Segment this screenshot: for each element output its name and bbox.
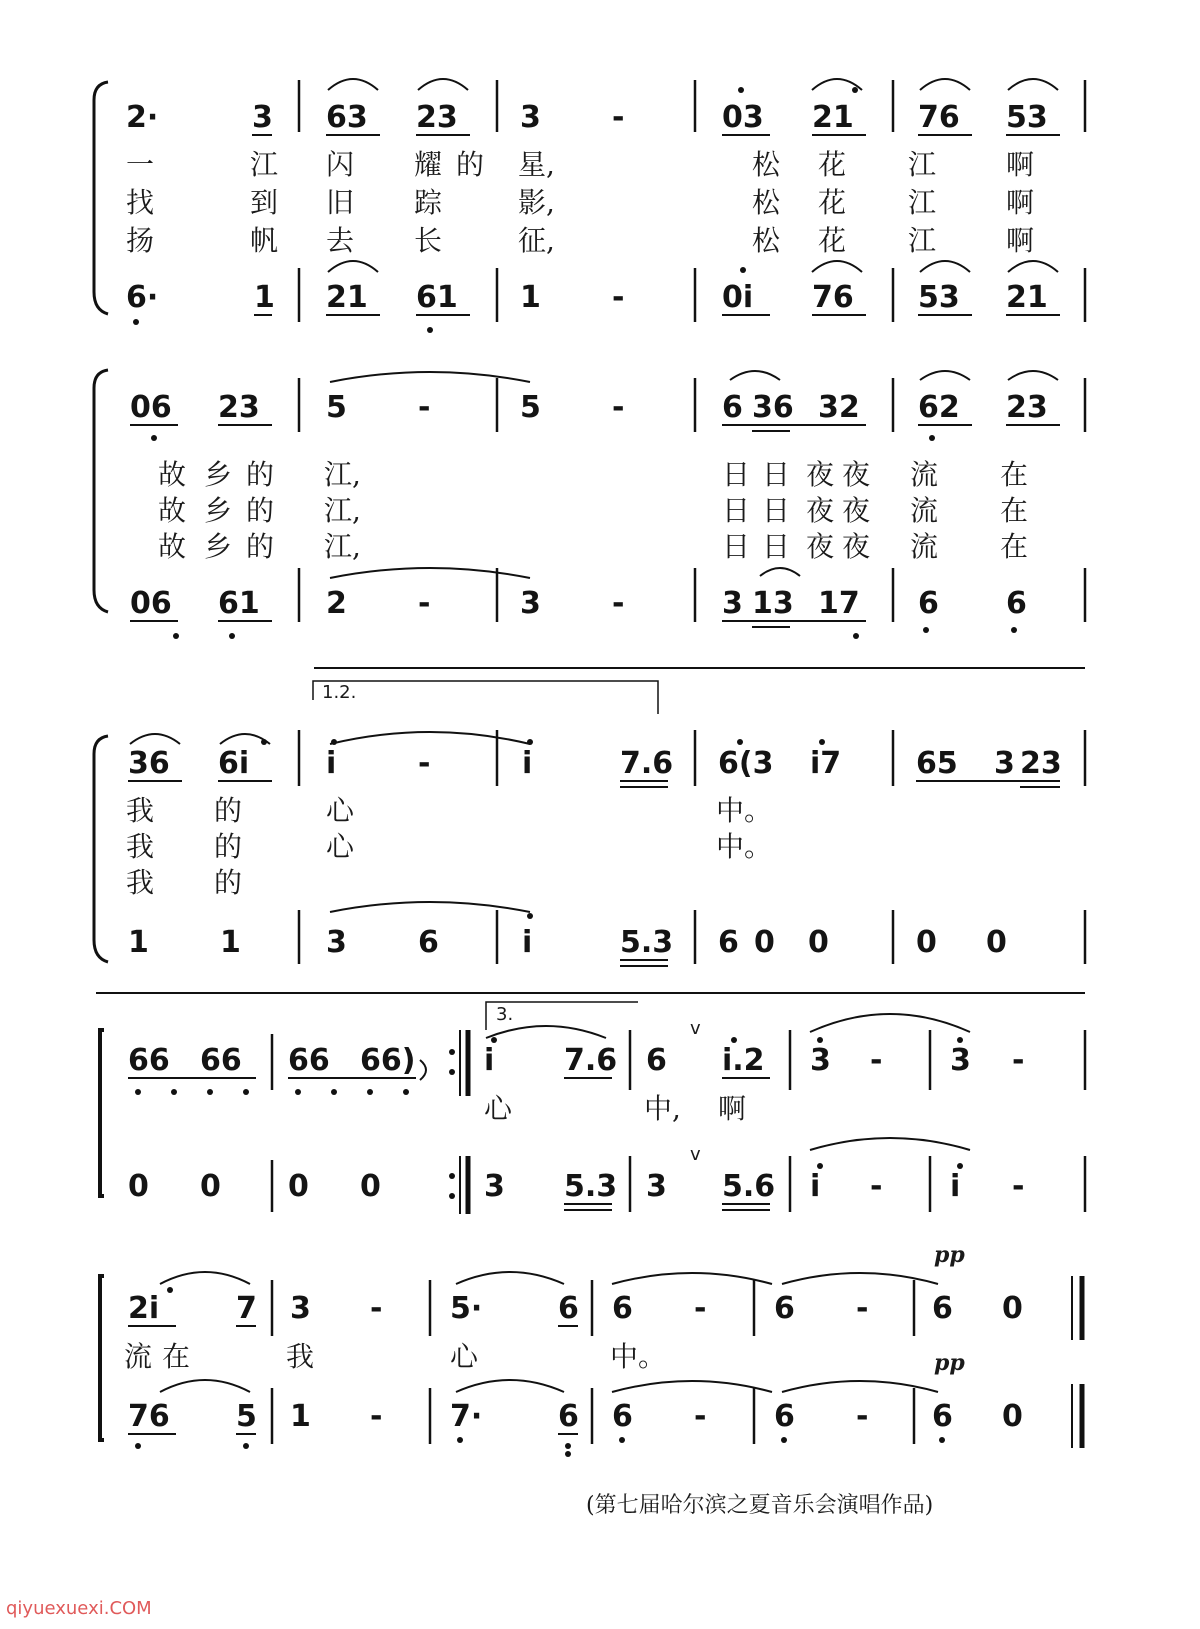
note: 6(3 [718, 746, 774, 781]
note: 3 [646, 1169, 667, 1204]
note: 0 [986, 925, 1007, 960]
volta-label: 1.2. [322, 682, 357, 703]
lyric: 故 [158, 458, 187, 491]
note: 66 [288, 1043, 330, 1078]
lyric: 在 [162, 1340, 191, 1373]
octave-dots [817, 1163, 963, 1169]
lyric: 啊 [1006, 224, 1035, 257]
note: 23 [416, 100, 458, 135]
note: 3 [290, 1291, 311, 1326]
note: i.2 [722, 1043, 765, 1078]
note: - [418, 390, 431, 425]
system-3 [94, 668, 1085, 966]
lyric: 闪 [326, 148, 355, 181]
note: 2· [126, 100, 159, 135]
repeat-sign [449, 1030, 468, 1214]
note: 53 [1006, 100, 1048, 135]
system-bracket [100, 1030, 104, 1196]
note: 23 [218, 390, 260, 425]
lyric: 啊 [1006, 148, 1035, 181]
note: 76 [128, 1399, 170, 1434]
note: 6 [722, 390, 743, 425]
lyric: 松 [752, 148, 781, 181]
footer-credit: (第七届哈尔滨之夏音乐会演唱作品) [586, 1493, 934, 1518]
note: 76 [918, 100, 960, 135]
note: 1 [128, 925, 149, 960]
lyric: 心 [484, 1092, 513, 1125]
lyric: 松 [752, 224, 781, 257]
note: 6 [612, 1291, 633, 1326]
note: 32 [818, 390, 860, 425]
note: 21 [326, 280, 368, 315]
lyric: 耀 [414, 148, 443, 181]
note: 6 [646, 1043, 667, 1078]
lyric: 的 [456, 148, 485, 181]
lyric: 日 [762, 530, 791, 563]
note: 6 [932, 1399, 953, 1434]
note: 21 [812, 100, 854, 135]
note: i [522, 925, 533, 960]
lyric: 我 [126, 830, 155, 863]
note: 61 [218, 586, 260, 621]
lyric: 在 [1000, 530, 1029, 563]
note: i7 [810, 746, 842, 781]
lyric: 故 [158, 530, 187, 563]
note: 3 [484, 1169, 505, 1204]
note: 5.6 [722, 1169, 776, 1204]
lyric: 江 [908, 224, 937, 257]
note: - [694, 1399, 707, 1434]
note: 6 [774, 1291, 795, 1326]
note: 66 [200, 1043, 242, 1078]
lyric: 乡 [204, 494, 233, 527]
system-1 [94, 79, 1085, 333]
lyric: 花 [818, 224, 847, 257]
note: 66 [128, 1043, 170, 1078]
note: 6i [218, 746, 250, 781]
note: 3 [326, 925, 347, 960]
note: 0i [722, 280, 754, 315]
note: - [694, 1291, 707, 1326]
lyric: 的 [246, 530, 275, 563]
lyric: 夜 [806, 458, 835, 491]
lyric: 在 [1000, 458, 1029, 491]
system-brace [94, 370, 108, 612]
lyric: 乡 [204, 458, 233, 491]
note: 6 [558, 1291, 579, 1326]
octave-dots [135, 1437, 945, 1457]
note: 1 [520, 280, 541, 315]
note: 6 [612, 1399, 633, 1434]
system-bracket [100, 1276, 104, 1440]
note: 0 [916, 925, 937, 960]
note: 1 [290, 1399, 311, 1434]
lyric: 心 [450, 1340, 479, 1373]
note: 23 [1020, 746, 1062, 781]
note: 66) [360, 1043, 416, 1078]
lyric: 心 [326, 794, 355, 827]
note: 3 [722, 586, 743, 621]
lyric: 的 [246, 458, 275, 491]
lyric: 花 [818, 148, 847, 181]
note: 6 [418, 925, 439, 960]
note: 06 [130, 390, 172, 425]
note: 63 [326, 100, 368, 135]
note: - [612, 100, 625, 135]
system-brace [94, 736, 108, 962]
note: 3 [252, 100, 273, 135]
lyric: 找 [126, 186, 155, 219]
system-5 [100, 1242, 1082, 1457]
breath-mark: v [690, 1018, 701, 1039]
lyric: 江, [324, 458, 361, 491]
note: 7· [450, 1399, 483, 1434]
note: 3 [520, 586, 541, 621]
note: 6 [1006, 586, 1027, 621]
octave-dots [135, 1037, 963, 1095]
note: 5 [326, 390, 347, 425]
beams-slurs [330, 902, 668, 966]
note: 0 [808, 925, 829, 960]
note: 5.3 [564, 1169, 618, 1204]
note: - [870, 1169, 883, 1204]
lyric: 帆 [250, 224, 279, 257]
note: 0 [1002, 1399, 1023, 1434]
note: 3 [994, 746, 1015, 781]
note: i [326, 746, 337, 781]
lyric: 夜 [842, 458, 871, 491]
volta-bracket [313, 681, 658, 714]
note: i [484, 1043, 495, 1078]
lyric: 长 [414, 224, 443, 257]
note: 06 [130, 586, 172, 621]
octave-dots [527, 913, 533, 919]
system-4 [96, 993, 1085, 1214]
note: i [522, 746, 533, 781]
note: - [418, 586, 431, 621]
lyric: 流 [910, 458, 939, 491]
note: - [612, 586, 625, 621]
octave-dots [738, 87, 858, 93]
octave-dots [173, 627, 1017, 639]
lyric: 江 [908, 148, 937, 181]
lyric: 我 [126, 794, 155, 827]
note: 0 [200, 1169, 221, 1204]
lyric: 啊 [718, 1092, 747, 1125]
lyric: 日 [762, 458, 791, 491]
lyric: 的 [214, 830, 243, 863]
note: 21 [1006, 280, 1048, 315]
lyric: 中, [644, 1092, 681, 1125]
note: 6 [918, 586, 939, 621]
lyric: 扬 [126, 224, 155, 257]
lyric: 心 [326, 830, 355, 863]
note: 3 [950, 1043, 971, 1078]
lyric: 影, [518, 186, 555, 219]
note: 7 [236, 1291, 257, 1326]
lyric: 到 [250, 186, 279, 219]
lyric: 星, [518, 148, 555, 181]
note: 1 [254, 280, 275, 315]
lyric: 去 [326, 224, 355, 257]
note: 0 [754, 925, 775, 960]
lyric: 征, [518, 224, 555, 257]
note: 3 [810, 1043, 831, 1078]
note: 0 [1002, 1291, 1023, 1326]
lyric: 中。 [610, 1340, 667, 1373]
note: 5.3 [620, 925, 674, 960]
lyric: 江 [250, 148, 279, 181]
lyric: 我 [126, 866, 155, 899]
note: 03 [722, 100, 764, 135]
note: 2 [326, 586, 347, 621]
lyric: 啊 [1006, 186, 1035, 219]
lyric: 夜 [806, 530, 835, 563]
lyric: 日 [722, 494, 751, 527]
note: i [810, 1169, 821, 1204]
note: 36 [128, 746, 170, 781]
lyric: 江, [324, 530, 361, 563]
lyric: 日 [762, 494, 791, 527]
note: - [370, 1399, 383, 1434]
octave-dots [167, 1287, 173, 1293]
note: - [370, 1291, 383, 1326]
lyric: 踪 [414, 186, 443, 219]
lyric: 的 [246, 494, 275, 527]
note: 5· [450, 1291, 483, 1326]
note: 13 [752, 586, 794, 621]
note: 0 [288, 1169, 309, 1204]
note: 2i [128, 1291, 160, 1326]
lyric: 乡 [204, 530, 233, 563]
note: 6 [932, 1291, 953, 1326]
lyric: 日 [722, 458, 751, 491]
lyric: 在 [1000, 494, 1029, 527]
note: - [1012, 1169, 1025, 1204]
note: 65 [916, 746, 958, 781]
octave-dots [151, 435, 935, 441]
dynamic-mark: pp [934, 1242, 965, 1268]
note: - [856, 1291, 869, 1326]
lyric: 我 [286, 1340, 315, 1373]
lyric: 夜 [842, 494, 871, 527]
watermark: qiyuexuexi.COM [6, 1598, 152, 1619]
lyric: 花 [818, 186, 847, 219]
breath-mark: v [690, 1144, 701, 1165]
note: 3 [520, 100, 541, 135]
system-brace [94, 82, 108, 314]
note: - [612, 280, 625, 315]
lyric: 夜 [842, 530, 871, 563]
lyric: 夜 [806, 494, 835, 527]
note: 6 [558, 1399, 579, 1434]
note: 23 [1006, 390, 1048, 425]
note: 6· [126, 280, 159, 315]
volta-label: 3. [496, 1004, 514, 1025]
note: 5 [520, 390, 541, 425]
note: 17 [818, 586, 860, 621]
lyric: 松 [752, 186, 781, 219]
lyric: 故 [158, 494, 187, 527]
lyric: 日 [722, 530, 751, 563]
note: 0 [360, 1169, 381, 1204]
note: - [870, 1043, 883, 1078]
lyric: 江, [324, 494, 361, 527]
note: 0 [128, 1169, 149, 1204]
lyric: 的 [214, 866, 243, 899]
note: 6 [718, 925, 739, 960]
note: - [418, 746, 431, 781]
note: 7.6 [620, 746, 674, 781]
note: - [612, 390, 625, 425]
lyric: 江 [908, 186, 937, 219]
beams-slurs [128, 1014, 970, 1080]
note: 76 [812, 280, 854, 315]
dynamic-mark: pp [934, 1350, 965, 1376]
note: - [1012, 1043, 1025, 1078]
note: i [950, 1169, 961, 1204]
lyric: 一 [126, 148, 155, 181]
note: - [856, 1399, 869, 1434]
lyric: 流 [910, 494, 939, 527]
lyric: 旧 [326, 186, 355, 219]
note: 6 [774, 1399, 795, 1434]
note: 36 [752, 390, 794, 425]
note: 62 [918, 390, 960, 425]
lyric: 中。 [716, 794, 773, 827]
note: 1 [220, 925, 241, 960]
lyric: 的 [214, 794, 243, 827]
note: 53 [918, 280, 960, 315]
system-2 [94, 370, 1085, 639]
note: 61 [416, 280, 458, 315]
note: 5 [236, 1399, 257, 1434]
note: 7.6 [564, 1043, 618, 1078]
lyric: 流 [910, 530, 939, 563]
lyric: 中。 [716, 830, 773, 863]
lyric: 流 [124, 1340, 153, 1373]
